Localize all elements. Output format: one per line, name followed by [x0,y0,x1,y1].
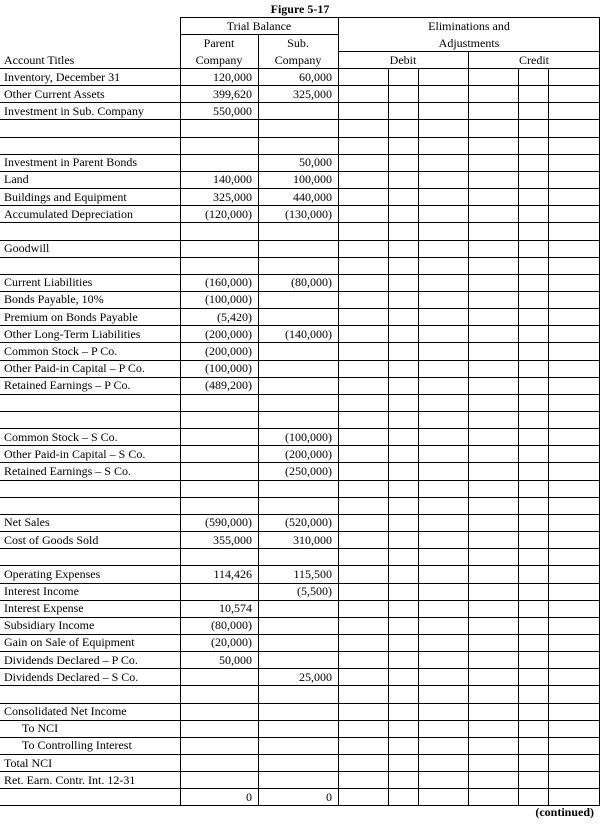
account-title: Consolidated Net Income [4,704,127,719]
account-title: Subsidiary Income [4,618,95,633]
header-divider [180,17,181,68]
row-rule [0,497,600,498]
row-rule [0,291,600,292]
parent-amount: (489,200) [205,378,252,393]
row-rule [0,703,600,704]
sub-amount: (140,000) [285,326,332,341]
account-title: Common Stock – S Co. [4,429,118,444]
row-rule [0,617,600,618]
parent-amount: (200,000) [205,343,252,358]
account-title: Operating Expenses [4,566,101,581]
account-title: Total NCI [4,755,53,770]
row-rule [0,119,600,120]
row-rule [0,68,600,69]
sub-amount: 325,000 [293,86,332,101]
row-rule [0,188,600,189]
account-title: Common Stock – P Co. [4,343,118,358]
parent-amount: (5,420) [217,309,252,324]
header-debit: Debit [389,53,417,67]
account-title: Gain on Sale of Equipment [4,635,135,650]
sub-amount: (5,500) [297,584,332,598]
account-title: Ret. Earn. Contr. Int. 12-31 [4,772,136,787]
account-title: Net Sales [4,515,50,530]
row-rule [0,445,600,446]
account-title: Accumulated Depreciation [4,206,133,221]
row-rule [0,531,600,532]
sub-amount: 25,000 [299,669,332,684]
account-title: Premium on Bonds Payable [4,309,138,324]
header-parent-line1: Parent [203,36,235,50]
parent-amount: (20,000) [211,635,252,650]
row-rule [0,154,600,155]
row-rule [0,720,600,721]
row-rule [0,342,600,343]
row-rule [0,771,600,772]
account-title: Interest Expense [4,601,84,616]
row-rule [0,257,600,258]
account-title: Dividends Declared – S Co. [4,669,139,684]
sub-amount: (250,000) [285,463,332,478]
account-title: Retained Earnings – P Co. [4,378,131,393]
column-rule [180,68,181,806]
figure-title: Figure 5-17 [270,2,330,16]
account-title: Current Liabilities [4,275,93,290]
parent-amount: (80,000) [211,618,252,633]
account-title: Other Current Assets [4,86,105,101]
header-sub-line2: Company [274,53,322,67]
sub-amount: 440,000 [293,189,332,204]
header-divider [338,17,339,68]
column-rule [338,68,339,806]
column-rule [388,68,389,806]
parent-amount: 355,000 [213,532,252,547]
continued-note: (continued) [535,805,594,819]
header-eliminations-line1: Eliminations and [428,19,510,33]
parent-amount: 325,000 [213,189,252,204]
row-rule [0,668,600,669]
account-title: To NCI [22,721,59,736]
row-rule [0,222,600,223]
account-title: Cost of Goods Sold [4,532,99,547]
sub-amount: 310,000 [293,532,332,547]
parent-amount: (590,000) [205,515,252,530]
row-rule [0,754,600,755]
row-rule [0,205,600,206]
header-rule [180,34,338,35]
row-rule [0,360,600,361]
header-divider [258,34,259,68]
parent-amount: 399,620 [213,86,252,101]
parent-amount: (100,000) [205,292,252,307]
parent-amount: 140,000 [213,172,252,187]
row-rule [0,394,600,395]
header-trial-balance: Trial Balance [226,19,292,33]
header-account-titles: Account Titles [4,53,75,67]
row-rule [0,308,600,309]
row-rule [0,411,600,412]
sub-amount: (200,000) [285,446,332,461]
account-title: Dividends Declared – P Co. [4,652,138,667]
sub-amount: 115,500 [293,566,332,581]
account-title: Retained Earnings – S Co. [4,463,131,478]
column-rule [548,68,549,806]
row-rule [0,788,600,789]
parent-amount: 550,000 [213,103,252,118]
sub-amount: 100,000 [293,172,332,187]
parent-amount: (120,000) [205,206,252,221]
parent-amount: 50,000 [219,652,252,667]
parent-amount: (160,000) [205,275,252,290]
row-rule [0,428,600,429]
row-rule [0,583,600,584]
row-rule [0,377,600,378]
row-rule [0,171,600,172]
account-title: Inventory, December 31 [4,69,121,84]
account-title: Other Long-Term Liabilities [4,326,141,341]
row-rule [0,480,600,481]
column-rule [468,68,469,806]
parent-amount: 10,574 [219,601,252,616]
column-rule [418,68,419,806]
account-title: Investment in Sub. Company [4,103,144,118]
row-rule [0,737,600,738]
account-title: Other Paid-in Capital – S Co. [4,446,146,461]
sub-amount: 50,000 [299,155,332,170]
sub-amount: (80,000) [291,275,332,290]
row-rule [0,600,600,601]
account-title: Interest Income [4,584,79,598]
header-divider [468,51,469,68]
row-rule [0,634,600,635]
sub-amount: (520,000) [285,515,332,530]
header-credit: Credit [519,53,549,67]
header-rule [338,51,600,52]
row-rule [0,274,600,275]
row-rule [0,565,600,566]
header-parent-line2: Company [195,53,243,67]
account-title: Land [4,172,29,187]
row-rule [0,102,600,103]
row-rule [0,137,600,138]
column-rule [258,68,259,806]
parent-amount: 0 [246,789,252,804]
header-rule [180,17,600,18]
sub-amount: 0 [326,789,332,804]
row-rule [0,85,600,86]
row-rule [0,325,600,326]
row-rule [0,651,600,652]
account-title: Buildings and Equipment [4,189,127,204]
account-title: Bonds Payable, 10% [4,292,104,307]
sub-amount: (100,000) [285,429,332,444]
sub-amount: (130,000) [285,206,332,221]
row-rule [0,514,600,515]
sub-amount: 60,000 [299,69,332,84]
parent-amount: (200,000) [205,326,252,341]
row-rule [0,685,600,686]
account-title: Investment in Parent Bonds [4,155,137,170]
account-title: Other Paid-in Capital – P Co. [4,361,145,376]
parent-amount: 114,426 [213,566,252,581]
header-sub-line1: Sub. [287,36,309,50]
row-rule [0,462,600,463]
account-title: To Controlling Interest [22,738,132,753]
row-rule [0,548,600,549]
column-rule [518,68,519,806]
account-title: Goodwill [4,241,50,255]
parent-amount: 120,000 [213,69,252,84]
header-eliminations-line2: Adjustments [438,36,500,50]
parent-amount: (100,000) [205,361,252,376]
row-rule [0,240,600,241]
